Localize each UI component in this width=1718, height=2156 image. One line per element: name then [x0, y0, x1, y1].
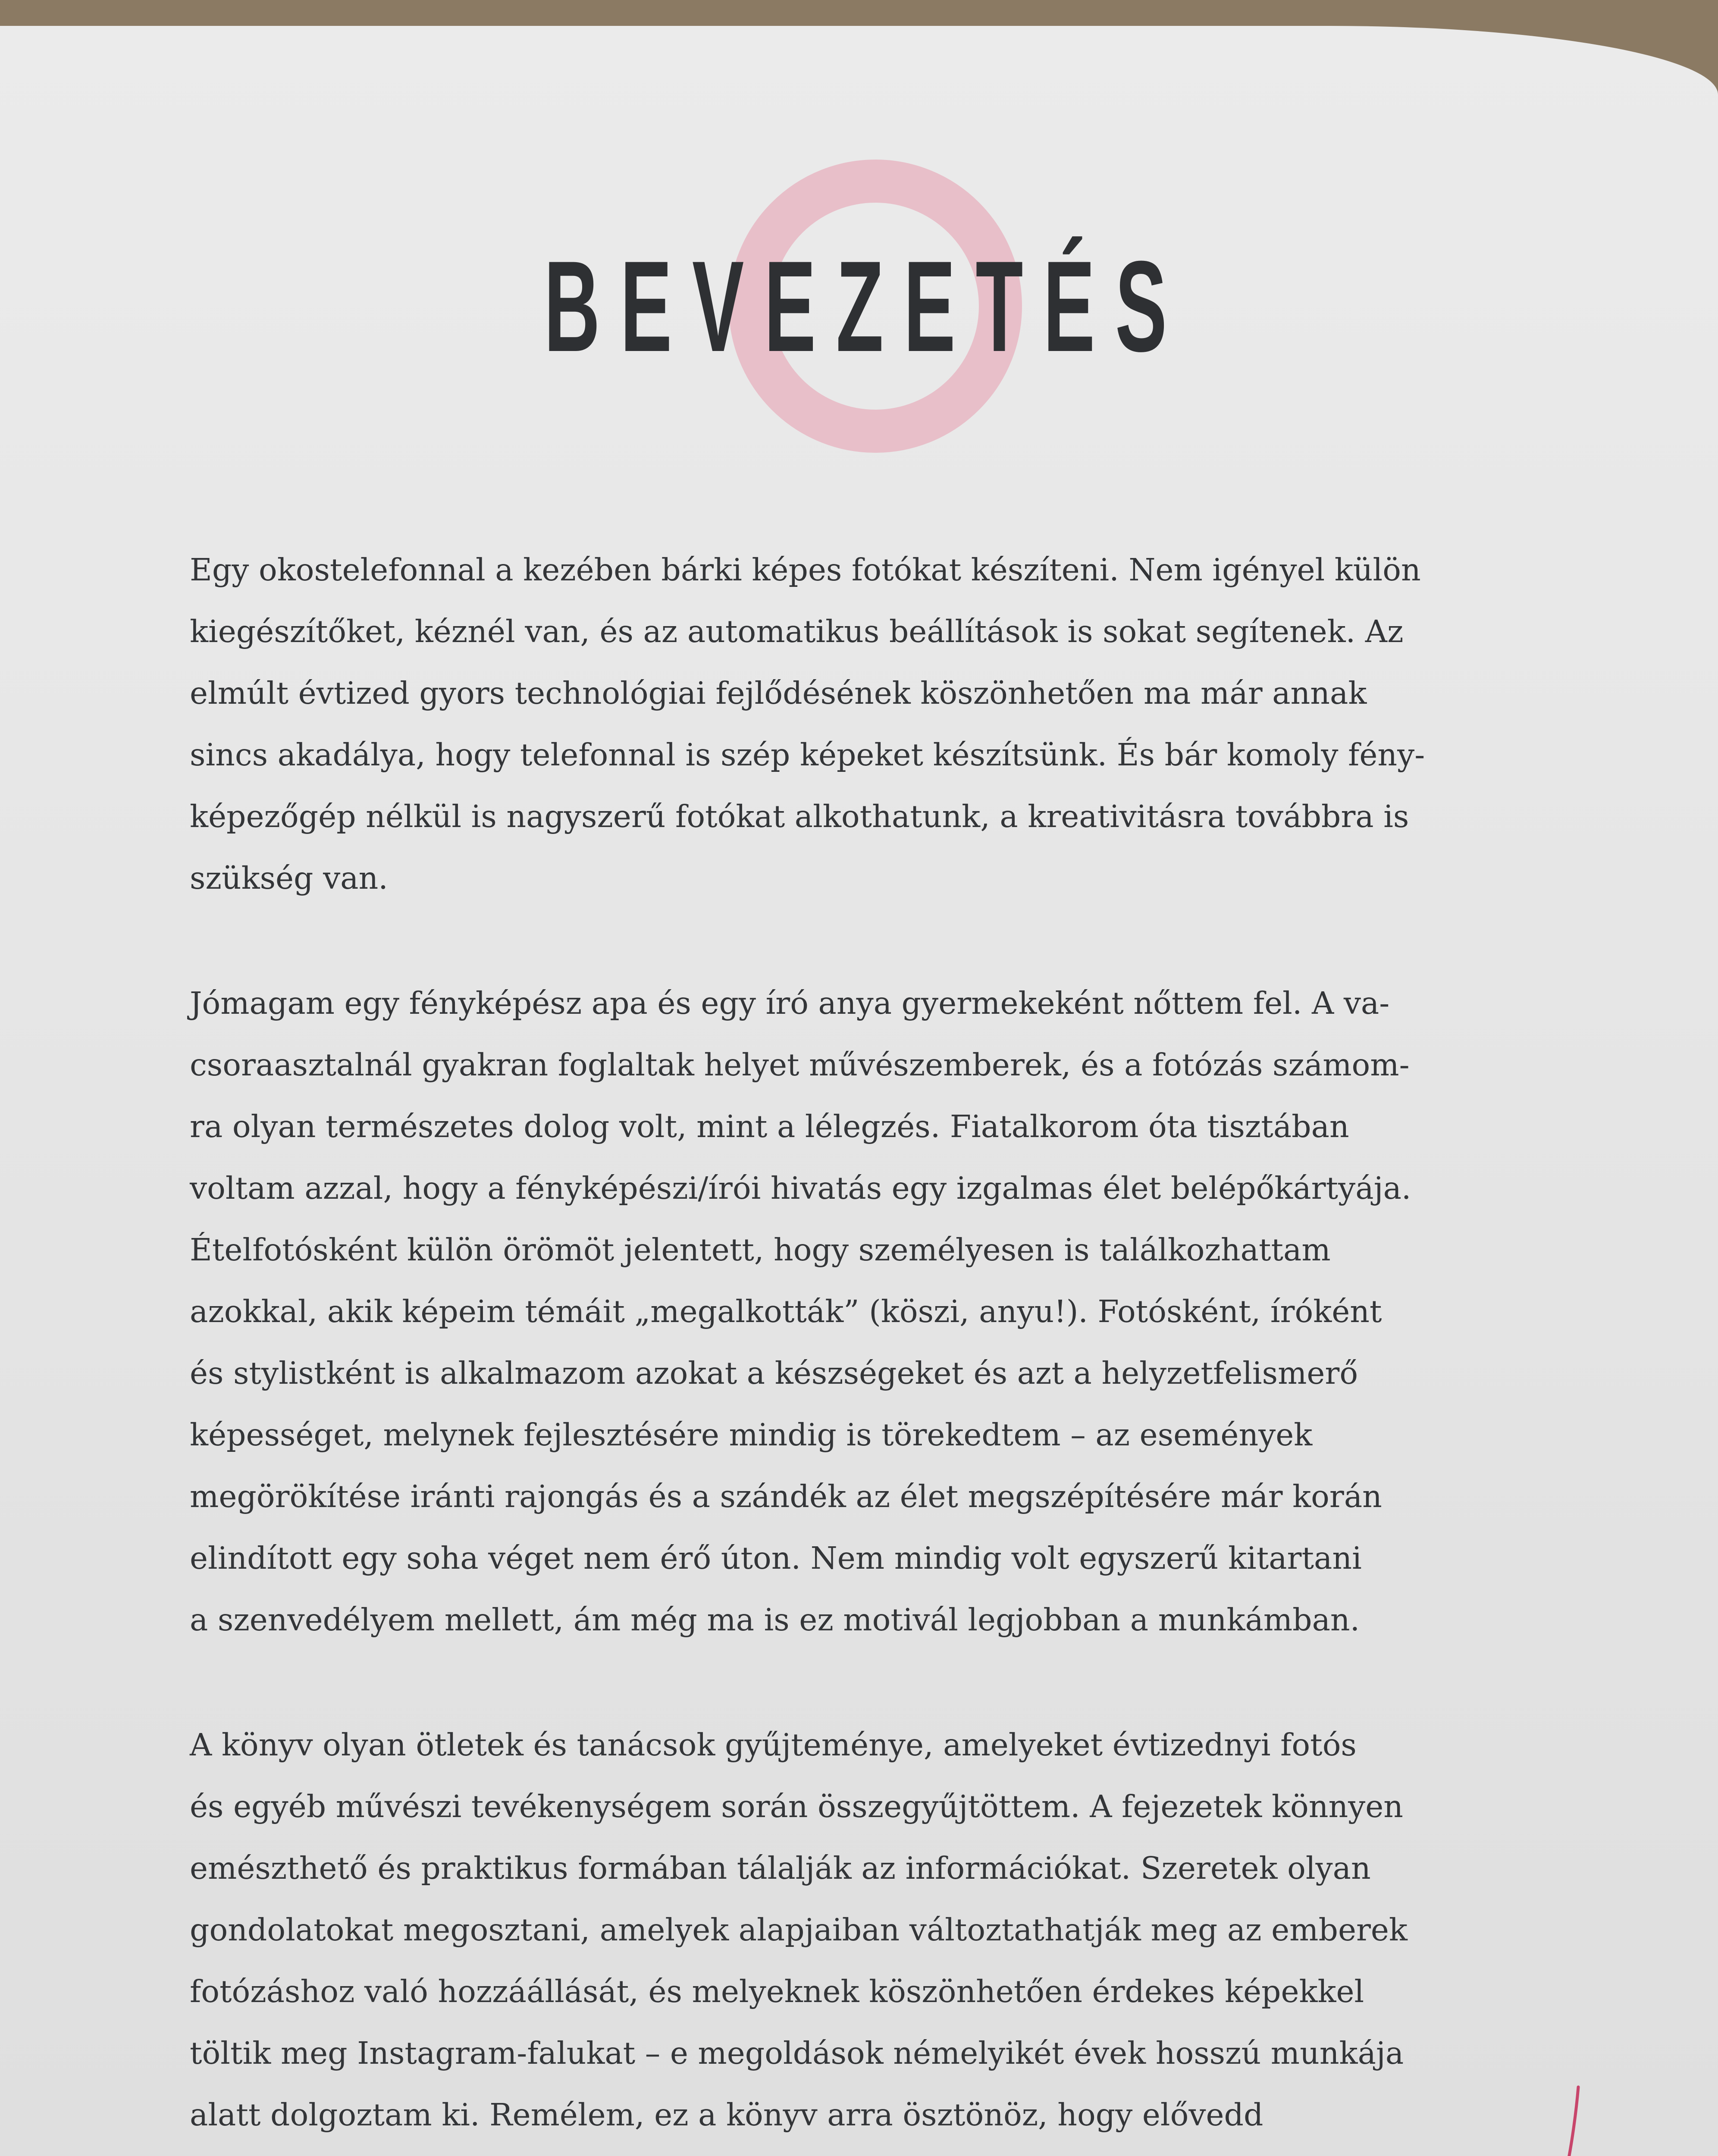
text-line: szükség van.	[190, 860, 388, 896]
text-line: fotózáshoz való hozzáállását, és melyeknek köszönhetően érdekes képekkel	[190, 1974, 1364, 2009]
text-line: a szenvedélyem mellett, ám még ma is ez motivál legjobban a munkámban.	[190, 1602, 1360, 1638]
paragraph-1	[190, 539, 1527, 909]
text-line: elmúlt évtized gyors technológiai fejlődésének köszönhetően ma már annak	[190, 675, 1367, 711]
text-line: voltam azzal, hogy a fényképészi/írói hivatás egy izgalmas élet belépőkártyája.	[190, 1170, 1411, 1206]
book-page	[0, 26, 1718, 2156]
text-line: sincs akadálya, hogy telefonnal is szép képeket készítsünk. És bár komoly fény-	[190, 737, 1425, 773]
page-title: BEVEZETÉS	[544, 234, 1187, 379]
text-line: alatt dolgoztam ki. Remélem, ez a könyv arra ösztönöz, hogy elővedd	[190, 2097, 1263, 2133]
body-text	[190, 539, 1527, 2156]
text-line: Ételfotósként külön örömöt jelentett, hogy személyesen is találkozhattam	[190, 1232, 1331, 1268]
text-line: megörökítése iránti rajongás és a szándék az élet megszépítésére már korán	[190, 1479, 1382, 1514]
paragraph-2	[190, 972, 1527, 1651]
text-line: képességet, melynek fejlesztésére mindig is törekedtem – az események	[190, 1417, 1313, 1453]
text-line: és stylistként is alkalmazom azokat a készségeket és azt a helyzetfelismerő	[190, 1355, 1358, 1391]
title-block	[0, 129, 1718, 483]
text-line: ra olyan természetes dolog volt, mint a lélegzés. Fiatalkorom óta tisztában	[190, 1109, 1349, 1144]
text-line: A könyv olyan ötletek és tanácsok gyűjteménye, amelyeket évtizednyi fotós	[190, 1727, 1357, 1763]
text-line: Jómagam egy fényképész apa és egy író anya gyermekeként nőttem fel. A va-	[190, 985, 1390, 1021]
text-line: elindított egy soha véget nem érő úton. Nem mindig volt egyszerű kitartani	[190, 1540, 1362, 1576]
text-line: emészthető és praktikus formában tálalják az információkat. Szeretek olyan	[190, 1850, 1371, 1886]
text-line: Egy okostelefonnal a kezében bárki képes fotókat készíteni. Nem igényel külön	[190, 552, 1421, 588]
text-line: azokkal, akik képeim témáit „megalkották” (köszi, anyu!). Fotósként, íróként	[190, 1294, 1382, 1329]
text-line: töltik meg Instagram-falukat – e megoldások némelyikét évek hosszú munkája	[190, 2035, 1404, 2071]
text-line: csoraasztalnál gyakran foglaltak helyet művészemberek, és a fotózás számom-	[190, 1047, 1410, 1083]
handwritten-signature	[1220, 2035, 1608, 2156]
text-line: képezőgép nélkül is nagyszerű fotókat alkothatunk, a kreativitásra továbbra is	[190, 799, 1409, 834]
text-line: gondolatokat megosztani, amelyek alapjaiban változtathatják meg az emberek	[190, 1912, 1408, 1948]
text-line: kiegészítőket, kéznél van, és az automatikus beállítások is sokat segítenek. Az	[190, 614, 1404, 649]
text-line: és egyéb művészi tevékenységem során összegyűjtöttem. A fejezetek könnyen	[190, 1789, 1404, 1824]
